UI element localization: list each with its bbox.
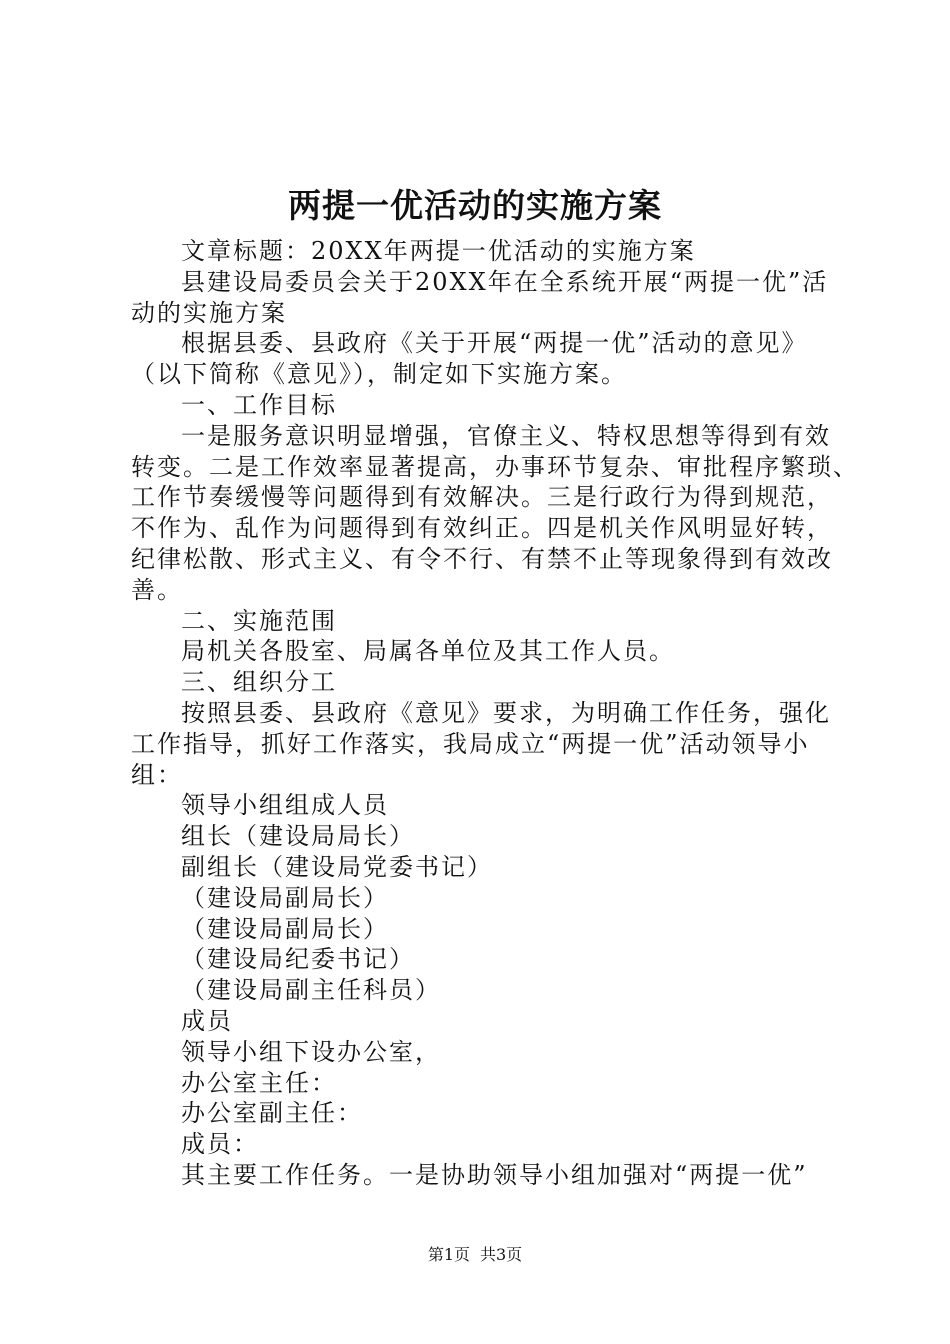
- body-line: 领导小组下设办公室，: [181, 1037, 441, 1066]
- page-number: 第1页: [427, 1245, 470, 1264]
- body-line: 组：: [131, 760, 183, 789]
- body-line: 一是服务意识明显增强，官僚主义、特权思想等得到有效: [181, 421, 831, 450]
- body-line: 其主要工作任务。一是协助领导小组加强对“两提一优”: [181, 1160, 808, 1189]
- body-line: 成员: [181, 1006, 233, 1035]
- body-line: 三、组织分工: [181, 668, 337, 697]
- body-line: 按照县委、县政府《意见》要求，为明确工作任务，强化: [181, 698, 831, 727]
- body-line: 县建设局委员会关于20XX年在全系统开展“两提一优”活: [181, 267, 829, 296]
- body-line: （建设局副主任科员）: [181, 976, 441, 1005]
- body-line: 根据县委、县政府《关于开展“两提一优”活动的意见》: [181, 329, 808, 358]
- body-line: 纪律松散、形式主义、有令不行、有禁不止等现象得到有效改: [131, 544, 833, 573]
- body-line: （以下简称《意见》），制定如下实施方案。: [131, 360, 627, 389]
- body-line: 工作指导，抓好工作落实，我局成立“两提一优”活动领导小: [131, 729, 810, 758]
- body-line: （建设局纪委书记）: [181, 945, 415, 974]
- body-line: 善。: [131, 575, 183, 604]
- body-line: 办公室主任：: [181, 1068, 337, 1097]
- body-line: 领导小组组成人员: [181, 791, 389, 820]
- body-line: （建设局副局长）: [181, 914, 389, 943]
- body-line: 副组长（建设局党委书记）: [181, 852, 493, 881]
- document-title: 两提一优活动的实施方案: [288, 186, 662, 225]
- document-body: [131, 236, 859, 1191]
- body-line: 办公室副主任：: [181, 1099, 363, 1128]
- body-line: 组长（建设局局长）: [181, 822, 415, 851]
- body-line: （建设局副局长）: [181, 883, 389, 912]
- body-line: 不作为、乱作为问题得到有效纠正。四是机关作风明显好转，: [131, 514, 833, 543]
- page-total: 共3页: [480, 1245, 523, 1264]
- body-line: 一、工作目标: [181, 390, 337, 419]
- body-line: 二、实施范围: [181, 606, 337, 635]
- body-line: 成员：: [181, 1130, 259, 1159]
- body-line: 局机关各股室、局属各单位及其工作人员。: [181, 637, 675, 666]
- body-line: 文章标题：20XX年两提一优活动的实施方案: [181, 237, 696, 265]
- body-line: 转变。二是工作效率显著提高，办事环节复杂、审批程序繁琐、: [131, 452, 859, 481]
- body-line: 动的实施方案: [131, 298, 287, 327]
- body-line: 工作节奏缓慢等问题得到有效解决。三是行政行为得到规范，: [131, 483, 833, 512]
- page-footer: [0, 1243, 950, 1267]
